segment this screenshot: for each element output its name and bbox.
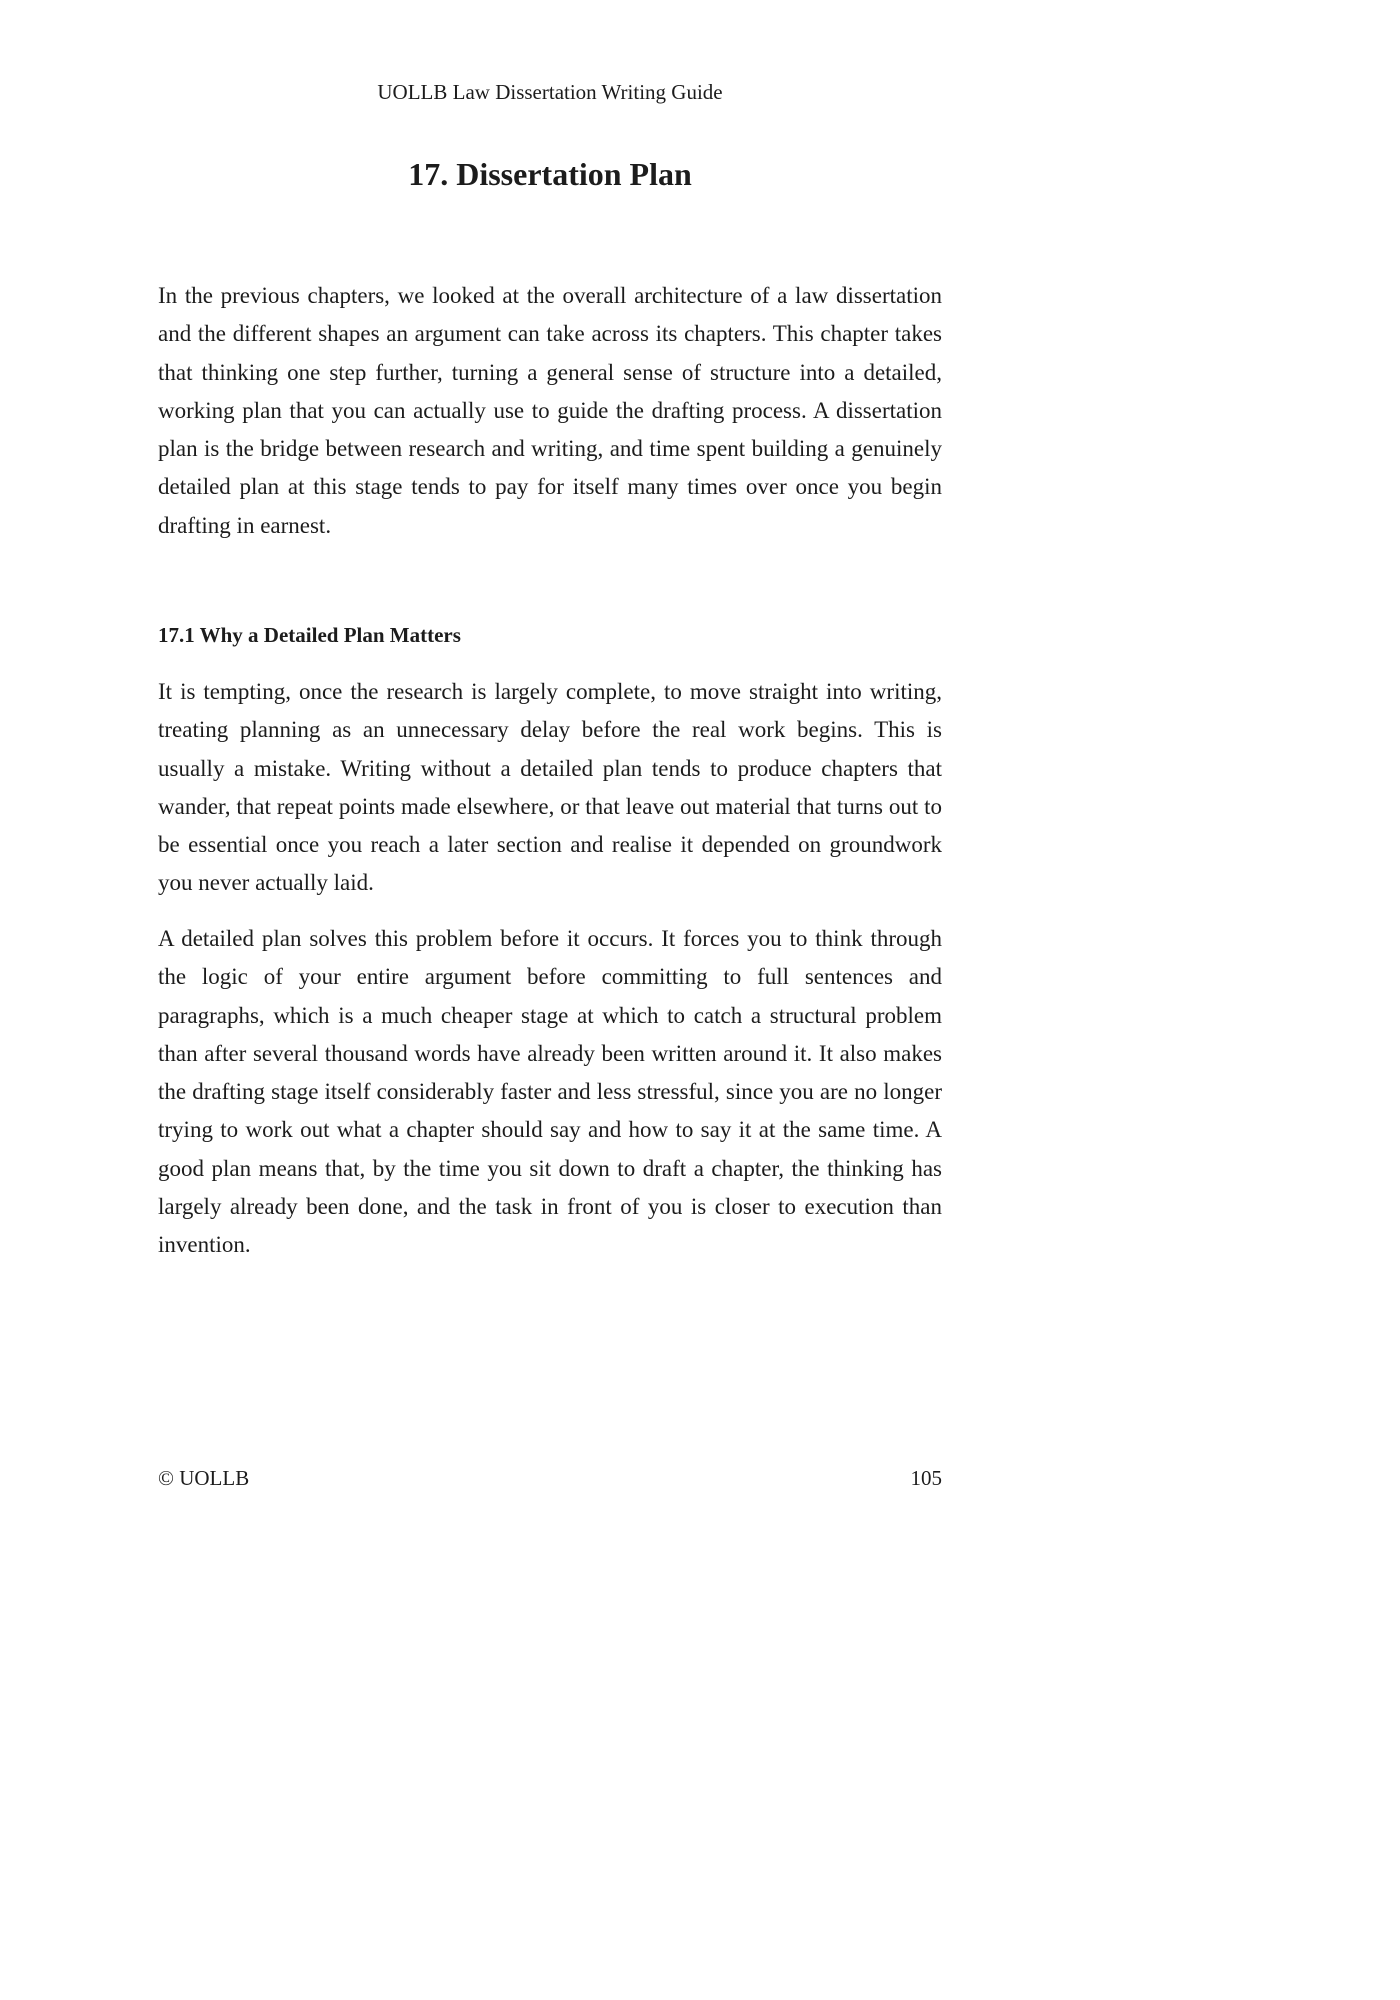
page-number: 105 [910, 1466, 942, 1490]
section-paragraph: It is tempting, once the research is largely complete, to move straight into writing, treating planning as an unnecessary delay before the real work begins. This is usually a mistake. Writing without a detailed plan tends to produce chapters that wander, that repeat points made elsewhere, or that leave out material that turns out to be essential once you reach a later section and realise it depended on groundwork you never actually laid. [158, 679, 942, 896]
footer-copyright: © UOLLB [158, 1466, 250, 1490]
section-paragraph: A detailed plan solves this problem before it occurs. It forces you to think through the logic of your entire argument before committing to full sentences and paragraphs, which is a much cheaper stage at which to catch a structural problem than after several thousand words have already been written around it. It also makes the drafting stage itself considerably faster and less stressful, since you are no longer trying to work out what a chapter should say and how to say it at the same time. A good plan means that, by the time you sit down to draft a chapter, the thinking has largely already been done, and the task in front of you is closer to execution than invention. [158, 926, 942, 1258]
section-heading: 17.1 Why a Detailed Plan Matters [158, 623, 461, 647]
chapter-title: 17. Dissertation Plan [408, 156, 692, 192]
running-header: UOLLB Law Dissertation Writing Guide [377, 80, 723, 104]
intro-paragraph: In the previous chapters, we looked at the overall architecture of a law dissertation and the different shapes an argument can take across its chapters. This chapter takes that thinking one step further, turning a general sense of structure into a detailed, working plan that you can actually use to guide the drafting process. A dissertation plan is the bridge between research and writing, and time spent building a genuinely detailed plan at this stage tends to pay for itself many times over once you begin drafting in earnest. [158, 283, 942, 538]
